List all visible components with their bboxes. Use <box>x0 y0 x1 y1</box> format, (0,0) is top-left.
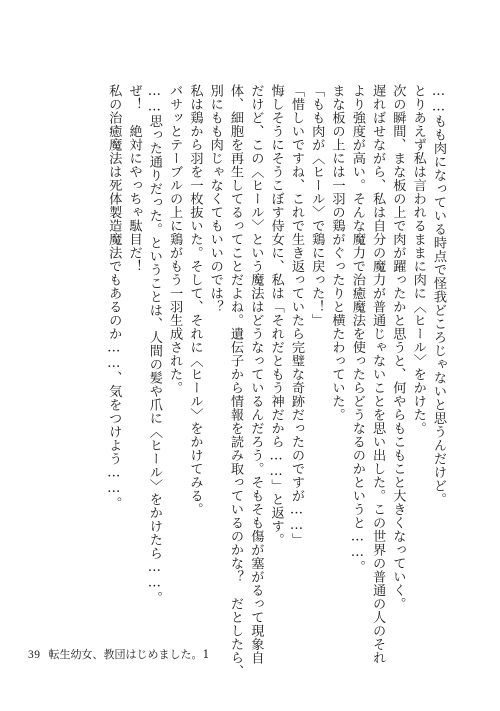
text-line: バサッとテーブルの上に鶏がもう一羽生成された。 <box>167 84 183 395</box>
text-line: 別にもも肉じゃなくてもいいのでは？ <box>207 84 223 314</box>
text-line: だけど、この〈ヒール〉という魔法はどうなっているんだろう。そもそも傷が塞がるって現象自 <box>248 84 264 665</box>
text-line: ……思った通りだった。ということは、人間の髪や爪に〈ヒール〉をかけたら……。 <box>146 84 162 605</box>
page-footer <box>28 646 210 662</box>
text-line: 「惜しいですね、これで生き返っていたら完璧な奇跡だったのですが……」 <box>288 84 304 547</box>
text-line: ……もも肉になっている時点で怪我どころじゃないと思うんだけど。 <box>431 84 446 507</box>
text-line: 私の治癒魔法は死体製造魔法でもあるのか……、気をつけよう……。 <box>106 84 122 510</box>
text-line: 私は鶏から羽を一枚抜いた。そして、それに〈ヒール〉をかけてみる。 <box>187 84 203 516</box>
text-line: ぜ！ 絶対にやっちゃ駄目だ！ <box>126 84 142 273</box>
text-line: 体、細胞を再生してるってことだよね。遺伝子から情報を読み取っているのかな？ だとしたら、 <box>228 84 244 678</box>
text-line: より強度が高い。そんな魔力で治癒魔法を使ったらどうなるのかというと……。 <box>349 84 365 574</box>
page-number: 39 <box>28 649 41 661</box>
text-line: 遅ればせながら、私は自分の魔力が普通じゃないことを思い出した。この世界の普通の人のそれ <box>370 84 386 665</box>
text-line: とりあえず私は言われるままに肉に〈ヒール〉をかけた。 <box>410 84 426 435</box>
running-title: 転生幼女、教団はじめました。1 <box>48 648 210 661</box>
text-line: 悔しそうにそうこぼす侍女に、私は「それだともう神だから……」と返す。 <box>268 84 284 547</box>
text-line: 次の瞬間、まな板の上で肉が躍ったかと思うと、何やらもこもこと大きくなっていく。 <box>390 84 406 611</box>
text-line: まな板の上には一羽の鶏がぐったりと横たわっていた。 <box>329 84 345 422</box>
text-line: 「もも肉が〈ヒール〉で鶏に戻った！」 <box>309 84 325 327</box>
